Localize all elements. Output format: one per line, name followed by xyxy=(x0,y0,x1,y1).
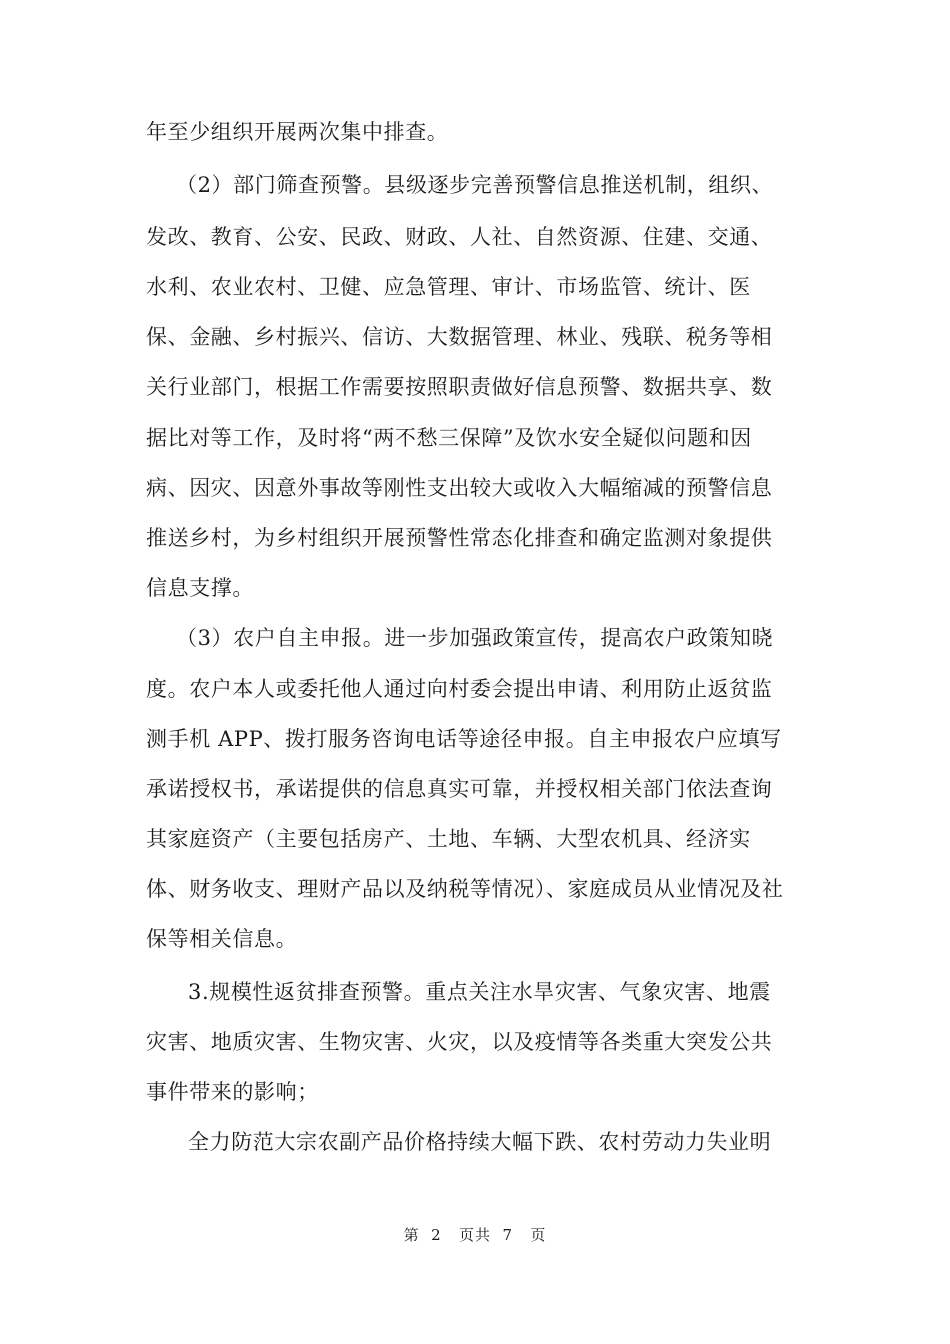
text-line-9: 推送乡村，为乡村组织开展预警性常态化排查和确定监测对象提供 xyxy=(146,526,773,550)
text-line-11: （3）农户自主申报。进一步加强政策宣传，提高农户政策知晓 xyxy=(176,626,774,650)
text-line-3: 发改、教育、公安、民政、财政、人社、自然资源、住建、交通、 xyxy=(146,225,773,249)
text-line-14: 承诺授权书，承诺提供的信息真实可靠，并授权相关部门依法查询 xyxy=(146,777,773,801)
text-line-17: 保等相关信息。 xyxy=(146,927,298,951)
text-line-6: 关行业部门，根据工作需要按照职责做好信息预警、数据共享、数 xyxy=(146,375,773,399)
text-line-5: 保、金融、乡村振兴、信访、大数据管理、林业、残联、税务等相 xyxy=(146,325,773,349)
text-line-2: （2）部门筛查预警。县级逐步完善预警信息推送机制，组织、 xyxy=(176,173,774,197)
text-line-21: 全力防范大宗农副产品价格持续大幅下跌、农村劳动力失业明 xyxy=(188,1130,772,1154)
text-line-8: 病、因灾、因意外事故等刚性支出较大或收入大幅缩减的预警信息 xyxy=(146,476,773,500)
text-line-16: 体、财务收支、理财产品以及纳税等情况）、家庭成员从业情况及社 xyxy=(146,877,784,901)
text-line-7: 据比对等工作，及时将“两不愁三保障”及饮水安全疑似问题和因 xyxy=(146,426,752,450)
page-number-footer: 第 2 页共 7 页 xyxy=(403,1226,547,1244)
text-line-19: 灾害、地质灾害、生物灾害、火灾，以及疫情等各类重大突发公共 xyxy=(146,1030,773,1054)
text-line-20: 事件带来的影响； xyxy=(146,1080,319,1104)
text-line-10: 信息支撑。 xyxy=(146,576,254,600)
text-line-4: 水利、农业农村、卫健、应急管理、审计、市场监管、统计、医 xyxy=(146,275,751,299)
text-line-15: 其家庭资产（主要包括房产、土地、车辆、大型农机具、经济实 xyxy=(146,827,751,851)
text-line-18: 3.规模性返贫排查预警。重点关注水旱灾害、气象灾害、地震 xyxy=(188,980,771,1004)
text-line-1: 年至少组织开展两次集中排查。 xyxy=(146,120,449,144)
text-line-13: 测手机 APP、拨打服务咨询电话等途径申报。自主申报农户应填写 xyxy=(146,727,782,751)
text-line-12: 度。农户本人或委托他人通过向村委会提出申请、利用防止返贫监 xyxy=(146,677,773,701)
